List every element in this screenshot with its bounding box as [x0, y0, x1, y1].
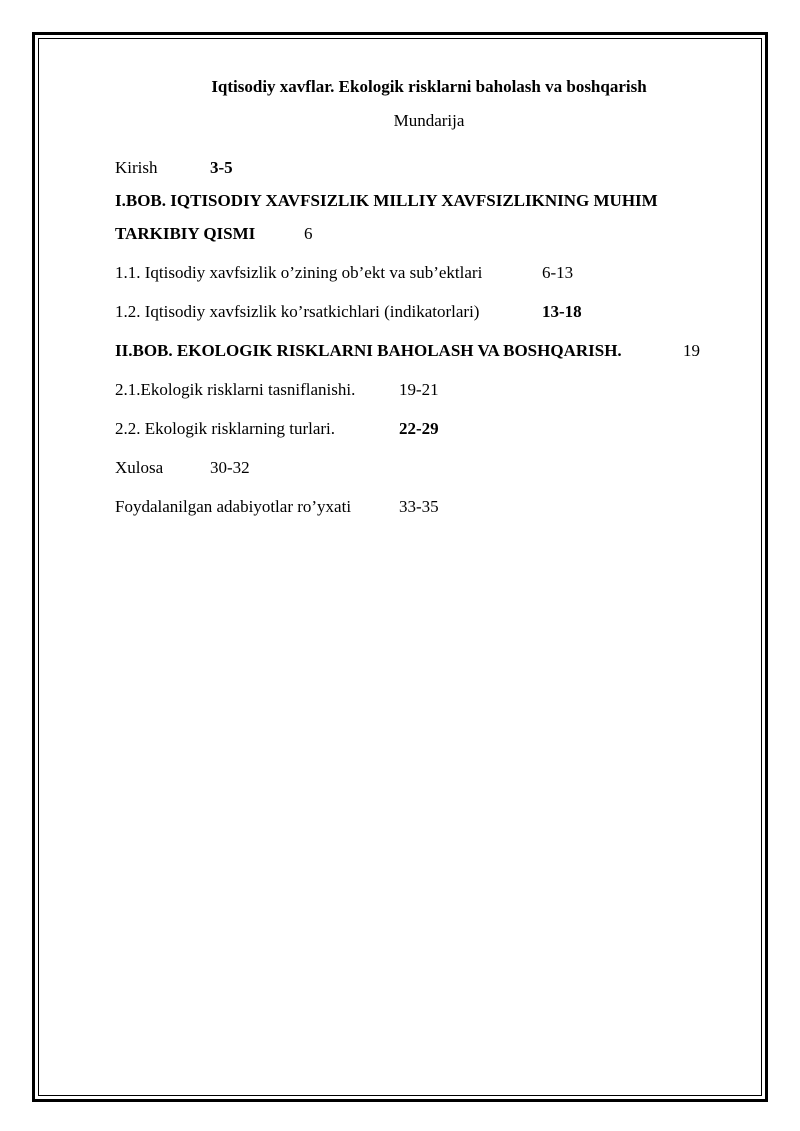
toc-entry-label: I.BOB. IQTISODIY XAVFSIZLIK MILLIY XAVFSIZLIKNING MUHIM	[115, 191, 658, 210]
toc-entry-label: II.BOB. EKOLOGIK RISKLARNI BAHOLASH VA BOSHQARISH.	[115, 341, 622, 360]
toc-entry-pages: 3-5	[210, 158, 233, 177]
toc-entry-pages: 6-13	[542, 263, 574, 282]
toc-entry-bob2	[115, 339, 700, 363]
toc-entry-kirish	[115, 156, 233, 180]
toc-entry-pages: 19	[683, 341, 700, 360]
toc-entry-label: Foydalanilgan adabiyotlar ro’yxati	[115, 497, 352, 516]
toc-entry-1-2	[115, 300, 582, 324]
toc-entry-pages: 19-21	[399, 380, 439, 399]
toc-entry-bob1	[115, 189, 658, 213]
document-title: Iqtisodiy xavflar. Ekologik risklarni baholash va boshqarish	[211, 77, 647, 96]
toc-entry-2-2	[115, 417, 439, 441]
toc-entry-label: 1.1. Iqtisodiy xavfsizlik o’zining ob’ekt va sub’ektlari	[115, 263, 483, 282]
toc-entry-pages: 33-35	[399, 497, 439, 516]
toc-entry-label: Xulosa	[115, 458, 164, 477]
toc-entry-label: 2.1.Ekologik risklarni tasniflanishi.	[115, 380, 356, 399]
toc-entry-label: 2.2. Ekologik risklarning turlari.	[115, 419, 336, 438]
toc-entry-pages: 13-18	[542, 302, 582, 321]
toc-entry-label: TARKIBIY QISMI	[115, 224, 256, 243]
toc-entry-1-1	[115, 261, 574, 285]
toc-entry-xulosa	[115, 456, 250, 480]
toc-entry-2-1	[115, 378, 439, 402]
toc-entry-label: Kirish	[115, 158, 158, 177]
document-subtitle: Mundarija	[393, 111, 465, 130]
toc-entry-bob1-cont	[115, 222, 313, 246]
toc-entry-pages: 22-29	[399, 419, 439, 438]
toc-entry-pages: 6	[304, 224, 313, 243]
toc-entry-pages: 30-32	[210, 458, 250, 477]
toc-entry-label: 1.2. Iqtisodiy xavfsizlik ko’rsatkichlari (indikatorlari)	[115, 302, 480, 321]
toc-entry-adabiyotlar	[115, 495, 439, 519]
